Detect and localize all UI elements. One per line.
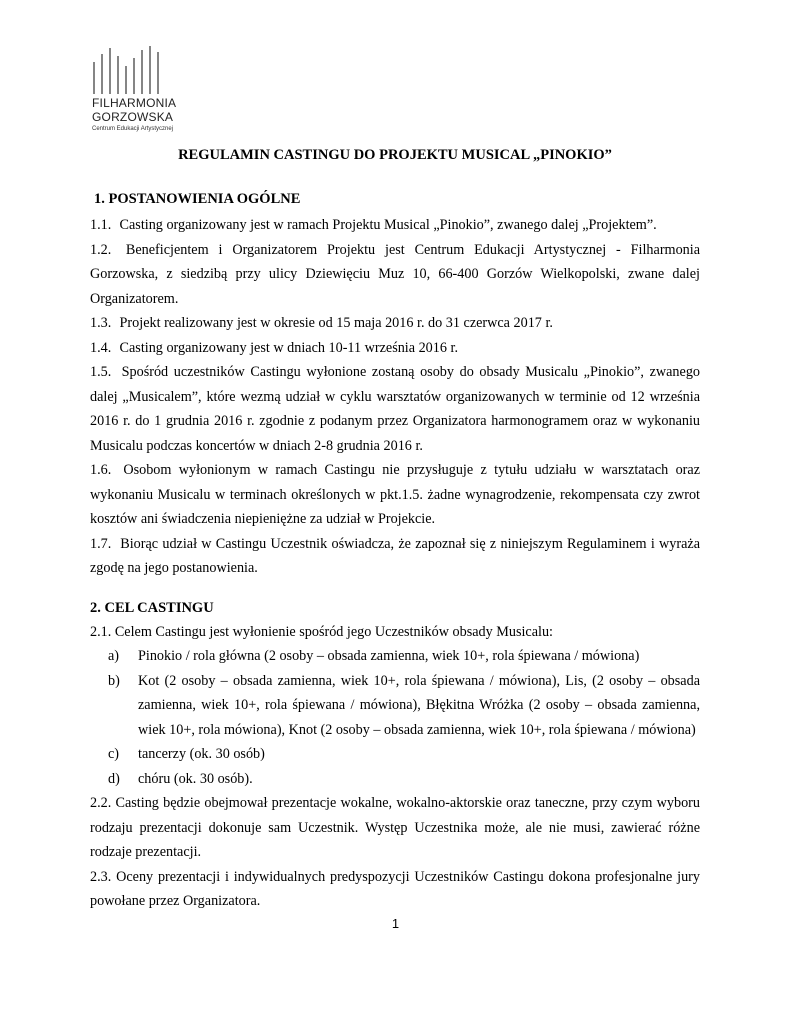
paragraph-text: Casting organizowany jest w ramach Projektu Musical „Pinokio”, zwanego dalej „Projektem”.: [119, 217, 657, 233]
paragraph-2-1: 2.1. Celem Castingu jest wyłonienie spośród jego Uczestników obsady Musicalu:: [90, 623, 553, 640]
list-item: [108, 742, 700, 767]
list-item-text: Kot (2 osoby – obsada zamienna, wiek 10+, rola śpiewana / mówiona), Lis, (2 osoby – obsada zamienna, wiek 10+, rola śpiewana / mówiona), Błękitna Wróżka (2 osoby – obsada zamienna, wiek 10+, rola mówiona), Knot (2 osoby – obsada zamienna, wiek 10+, rola śpiewana / mówiona): [138, 672, 700, 738]
logo: [92, 44, 202, 133]
logo-text-line1: FILHARMONIA: [92, 96, 177, 110]
paragraph-1-5: [90, 360, 700, 458]
paragraph-text: Beneficjentem i Organizatorem Projektu jest Centrum Edukacji Artystycznej - Filharmonia Gorzowska, z siedzibą przy ulicy Dziewięciu Muz 10, 66-400 Gorzów Wielkopolski, zwane dalej Organizatorem.: [90, 241, 701, 307]
document-body: [90, 145, 700, 914]
list-item: [108, 767, 700, 792]
list-item: [108, 669, 700, 743]
paragraph-text: Osobom wyłonionym w ramach Castingu nie przysługuje z tytułu udziału w warsztatach oraz wykonaniu Musicalu w terminach określonych w pkt.1.5. żadne wynagrodzenie, rekompensata czy zwrot kosztów ani świadczenia niepieniężne za udział w Projekcie.: [90, 462, 700, 527]
logo-subtitle: Centrum Edukacji Artystycznej: [92, 126, 174, 132]
paragraph-1-3: [90, 311, 700, 336]
list-item-text: Pinokio / rola główna (2 osoby – obsada zamienna, wiek 10+, rola śpiewana / mówiona): [138, 648, 640, 664]
paragraph-1-2: [90, 238, 700, 312]
paragraph-number: 1.5.: [90, 364, 112, 380]
paragraph-number: 1.7.: [90, 535, 112, 552]
paragraph-2-3: 2.3. Oceny prezentacji i indywidualnych predyspozycji Uczestników Castingu dokona profesjonalne jury powołane przez Organizatora.: [90, 868, 700, 909]
paragraph-number: 1.1.: [90, 217, 112, 233]
paragraph-text: Biorąc udział w Castingu Uczestnik oświadcza, że zapoznał się z niniejszym Regulaminem i wyraża zgodę na jego postanowienia.: [90, 535, 701, 576]
paragraph-number: 1.2.: [90, 241, 112, 258]
document-title: REGULAMIN CASTINGU DO PROJEKTU MUSICAL „PINOKIO”: [178, 147, 612, 163]
list-marker: b): [108, 672, 120, 689]
list-marker: c): [108, 746, 120, 762]
paragraph-text: Spośród uczestników Castingu wyłonione zostaną osoby do obsady Musicalu „Pinokio”, zwanego dalej „Musicalem”, które wezmą udział w cyklu warsztatów organizowanych w terminie od 12 września 2016 r. do 1 grudnia 2016 r. zgodnie z podanym przez Organizatora harmonogramem oraz w wykonaniu Musicalu podczas koncertów w dniach 2-8 grudnia 2016 r.: [90, 364, 701, 454]
section-1-heading: 1. POSTANOWIENIA OGÓLNE: [94, 191, 301, 207]
organ-pipes-logo-icon: [92, 44, 172, 94]
paragraph-1-6: [90, 458, 700, 532]
list-marker: a): [108, 648, 120, 664]
section-2-heading: 2. CEL CASTINGU: [90, 599, 214, 616]
list-item-text: chóru (ok. 30 osób).: [138, 770, 253, 787]
list-marker: d): [108, 770, 120, 787]
paragraph-number: 1.4.: [90, 339, 112, 356]
paragraph-1-4: [90, 336, 700, 361]
paragraph-1-1: [90, 213, 700, 238]
paragraph-2-2: 2.2. Casting będzie obejmował prezentacje wokalne, wokalno-aktorskie oraz taneczne, przy czym wyboru rodzaju prezentacji dokonuje sam Uczestnik. Występ Uczestnika może, ale nie musi, zawierać różne rodzaje prezentacji.: [90, 795, 700, 860]
paragraph-number: 1.6.: [90, 462, 112, 478]
list-item: [108, 644, 700, 669]
list-item-text: tancerzy (ok. 30 osób): [138, 746, 265, 762]
paragraph-1-7: [90, 532, 700, 581]
paragraph-text: Projekt realizowany jest w okresie od 15 maja 2016 r. do 31 czerwca 2017 r.: [119, 315, 553, 331]
logo-text-line2: GORZOWSKA: [92, 110, 174, 124]
page-number: 1: [391, 916, 400, 931]
paragraph-text: Casting organizowany jest w dniach 10-11 września 2016 r.: [119, 339, 459, 356]
cast-list: [90, 644, 700, 791]
paragraph-number: 1.3.: [90, 315, 112, 331]
